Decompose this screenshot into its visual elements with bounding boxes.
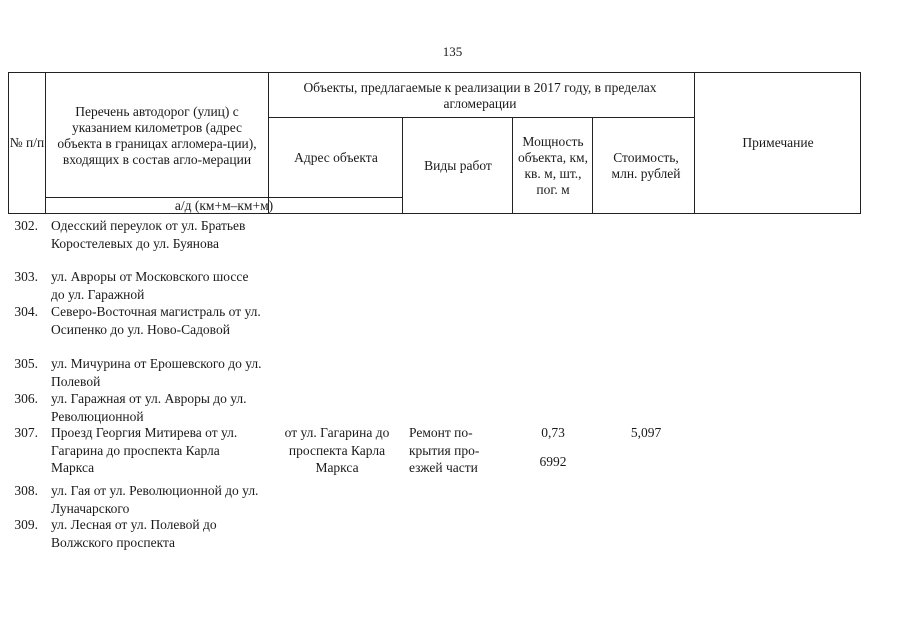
row-road: Северо-Восточная магистраль от ул. Осипенко до ул. Ново-Садовой bbox=[51, 304, 261, 337]
row-address: от ул. Гагарина до проспекта Карла Маркса bbox=[284, 425, 390, 475]
row-road: ул. Лесная от ул. Полевой до Волжского проспекта bbox=[51, 517, 217, 550]
row-number: 304. bbox=[14, 304, 38, 319]
row-number: 307. bbox=[14, 425, 38, 440]
row-road: ул. Мичурина от Ерошевского до ул. Полевой bbox=[51, 356, 262, 389]
divider bbox=[512, 117, 513, 214]
header-works: Виды работ bbox=[424, 157, 492, 173]
row-number: 306. bbox=[14, 391, 38, 406]
header-address: Адрес объекта bbox=[294, 149, 378, 165]
page-number: 135 bbox=[442, 44, 463, 59]
header-note: Примечание bbox=[742, 135, 814, 150]
row-cost: 5,097 bbox=[630, 425, 662, 440]
row-number: 302. bbox=[14, 218, 38, 233]
row-number: 309. bbox=[14, 517, 38, 532]
header-roads-sub: а/д (км+м–км+м) bbox=[174, 198, 274, 213]
header-number: № п/п bbox=[9, 135, 45, 150]
divider bbox=[694, 72, 695, 214]
header-objects-group: Объекты, предлагаемые к реализации в 2017 году, в пределах агломерации bbox=[303, 80, 657, 111]
header-cost: Стоимость, млн. рублей bbox=[611, 149, 681, 181]
row-capacity-km: 0,73 bbox=[541, 425, 565, 440]
header-roads: Перечень автодорог (улиц) с указанием километров (адрес объекта в границах агломера-ции), входящих в состав агло-мерации bbox=[57, 104, 257, 167]
divider bbox=[592, 117, 593, 214]
row-road: Проезд Георгия Митирева от ул. Гагарина до проспекта Карла Маркса bbox=[51, 425, 238, 475]
row-road: ул. Авроры от Московского шоссе до ул. Гаражной bbox=[51, 269, 249, 302]
row-number: 305. bbox=[14, 356, 38, 371]
row-number: 308. bbox=[14, 483, 38, 498]
row-capacity-sqm: 6992 bbox=[539, 454, 567, 469]
divider bbox=[402, 117, 403, 214]
row-road: Одесский переулок от ул. Братьев Коростелевых до ул. Буянова bbox=[51, 218, 246, 251]
row-road: ул. Гаражная от ул. Авроры до ул. Революционной bbox=[51, 391, 247, 424]
header-capacity: Мощность объекта, км, кв. м, шт., пог. м bbox=[518, 133, 588, 197]
divider bbox=[45, 72, 46, 214]
row-road: ул. Гая от ул. Революционной до ул. Луначарского bbox=[51, 483, 259, 516]
row-works: Ремонт по-крытия про-езжей части bbox=[409, 425, 480, 475]
divider bbox=[268, 72, 269, 214]
row-number: 303. bbox=[14, 269, 38, 284]
